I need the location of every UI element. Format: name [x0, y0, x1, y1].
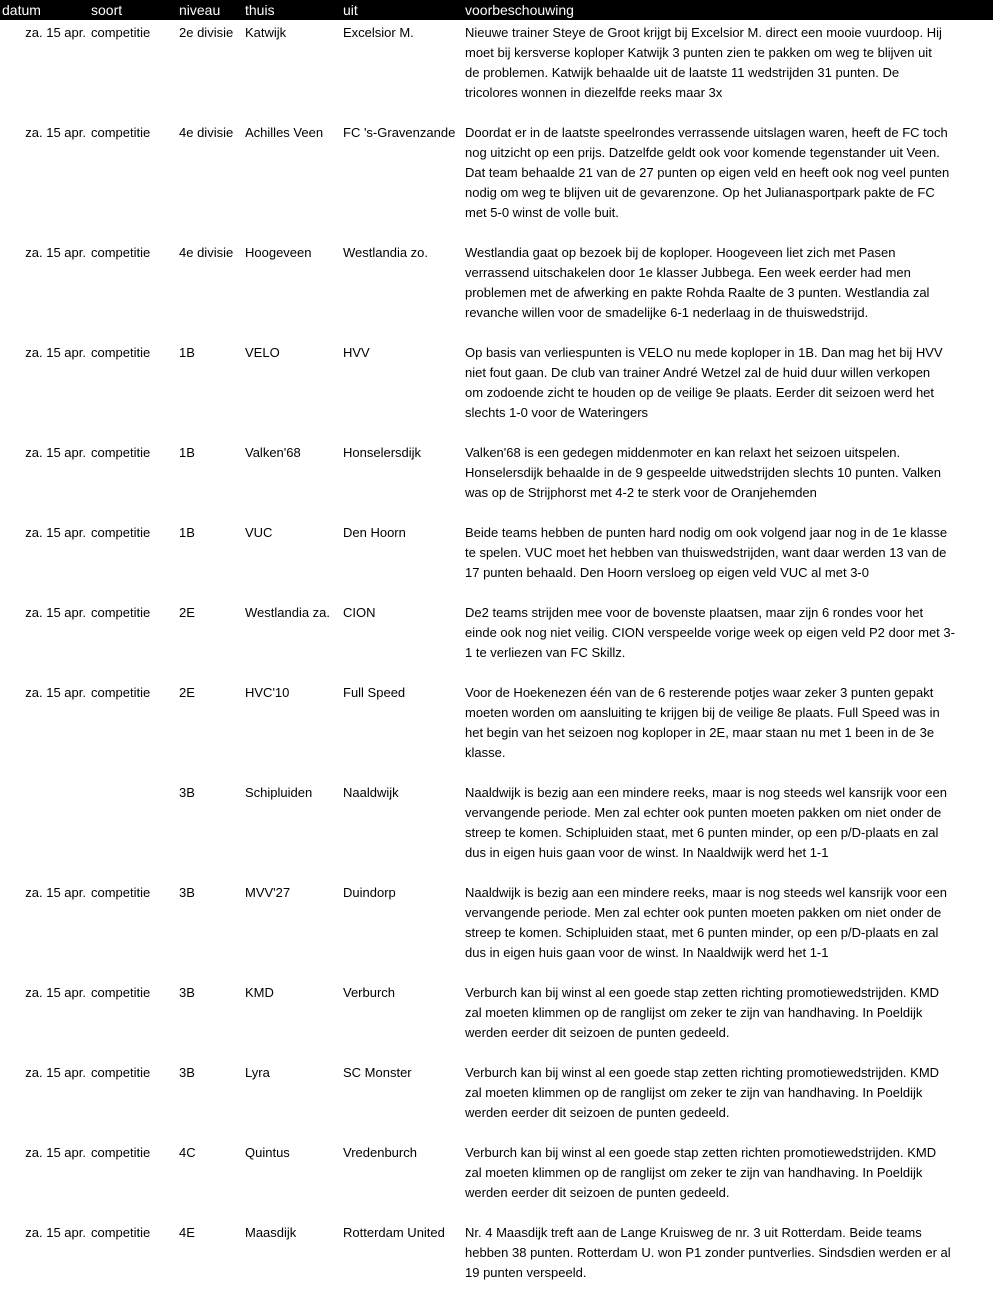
cell-niveau: 3B — [179, 1065, 195, 1080]
cell-uit: Full Speed — [343, 685, 406, 700]
cell-soort: competitie — [91, 245, 151, 260]
cell-soort: competitie — [91, 885, 151, 900]
cell-thuis: Hoogeveen — [245, 245, 312, 260]
cell-datum: za. 15 apr. — [25, 125, 86, 140]
cell-thuis: Valken'68 — [245, 445, 301, 460]
cell-niveau: 2E — [179, 605, 195, 620]
cell-thuis: KMD — [245, 985, 274, 1000]
cell-soort: competitie — [91, 605, 151, 620]
cell-voorbeschouwing: Doordat er in de laatste speelrondes verrassende uitslagen waren, heeft de FC toch nog uitzicht op een prijs. Datzelfde geldt ook voor komende tegenstander uit Veen. Dat team behaalde 21 van de 27 punten op eigen veld en heeft ook nog veel punten nodig om weg te blijven uit de gevarenzone. Op het Julianasportpark pakte de FC met 5-0 winst de volle buit. — [465, 125, 950, 220]
cell-thuis: MVV'27 — [245, 885, 291, 900]
cell-thuis: Westlandia za. — [245, 605, 331, 620]
cell-voorbeschouwing: Beide teams hebben de punten hard nodig om ook volgend jaar nog in de 1e klasse te spelen. VUC moet het hebben van thuiswedstrijden, want daar werden 13 van de 17 punten behaald. Den Hoorn versloeg op eigen veld VUC al met 3-0 — [465, 525, 948, 580]
cell-uit: Rotterdam United — [343, 1225, 445, 1240]
cell-uit: Duindorp — [343, 885, 396, 900]
cell-niveau: 2e divisie — [179, 25, 234, 40]
cell-soort: competitie — [91, 525, 151, 540]
table-row — [0, 980, 993, 1060]
cell-voorbeschouwing: Verburch kan bij winst al een goede stap zetten richten promotiewedstrijden. KMD zal moeten klimmen op de ranglijst om zeker te zijn van handhaving. In Poeldijk werden eerder dit seizoen de punten gedeeld. — [465, 1145, 937, 1200]
cell-niveau: 4C — [179, 1145, 196, 1160]
cell-uit: CION — [343, 605, 376, 620]
match-table-body — [0, 20, 993, 1300]
column-header-niveau: niveau — [179, 2, 221, 18]
table-row — [0, 880, 993, 980]
cell-soort: competitie — [91, 985, 151, 1000]
cell-datum: za. 15 apr. — [25, 985, 86, 1000]
table-row — [0, 1220, 993, 1300]
cell-thuis: Achilles Veen — [245, 125, 324, 140]
cell-niveau: 4e divisie — [179, 125, 234, 140]
cell-thuis: VUC — [245, 525, 273, 540]
table-row — [0, 20, 993, 120]
table-row — [0, 1060, 993, 1140]
table-row — [0, 440, 993, 520]
cell-soort: competitie — [91, 685, 151, 700]
cell-soort: competitie — [91, 1225, 151, 1240]
cell-datum: za. 15 apr. — [25, 685, 86, 700]
cell-thuis: Katwijk — [245, 25, 287, 40]
cell-soort: competitie — [91, 125, 151, 140]
cell-uit: Excelsior M. — [343, 25, 414, 40]
cell-voorbeschouwing: Nr. 4 Maasdijk treft aan de Lange Kruisweg de nr. 3 uit Rotterdam. Beide teams hebben 38 punten. Rotterdam U. won P1 zonder puntverlies. Sindsdien werden er al 19 punten verspeeld. — [465, 1225, 951, 1280]
cell-voorbeschouwing: Valken'68 is een gedegen middenmoter en kan relaxt het seizoen uitspelen. Honselersdijk behaalde in de 9 gespeelde uitwedstrijden slechts 10 punten. Valken was op de Strijphorst met 4-2 te sterk voor de Oranjehemden — [465, 445, 942, 500]
cell-uit: Vredenburch — [343, 1145, 417, 1160]
cell-datum: za. 15 apr. — [25, 1145, 86, 1160]
cell-soort: competitie — [91, 1065, 151, 1080]
cell-uit: HVV — [343, 345, 370, 360]
table-row — [0, 680, 993, 780]
cell-datum: za. 15 apr. — [25, 445, 86, 460]
cell-thuis: Quintus — [245, 1145, 290, 1160]
cell-niveau: 1B — [179, 445, 195, 460]
cell-thuis: Schipluiden — [245, 785, 313, 800]
cell-uit: Naaldwijk — [343, 785, 399, 800]
cell-soort: competitie — [91, 25, 151, 40]
cell-voorbeschouwing: Verburch kan bij winst al een goede stap zetten richting promotiewedstrijden. KMD zal moeten klimmen op de ranglijst om zeker te zijn van handhaving. In Poeldijk werden eerder dit seizoen de punten gedeeld. — [465, 1065, 940, 1120]
cell-uit: Westlandia zo. — [343, 245, 429, 260]
cell-uit: FC 's-Gravenzande — [343, 125, 456, 140]
cell-soort: competitie — [91, 1145, 151, 1160]
cell-thuis: VELO — [245, 345, 280, 360]
cell-datum: za. 15 apr. — [25, 605, 86, 620]
cell-datum: za. 15 apr. — [25, 345, 86, 360]
cell-datum: za. 15 apr. — [25, 25, 86, 40]
cell-uit: Verburch — [343, 985, 396, 1000]
table-row — [0, 340, 993, 440]
cell-niveau: 4E — [179, 1225, 195, 1240]
cell-voorbeschouwing: De2 teams strijden mee voor de bovenste plaatsen, maar zijn 6 rondes voor het einde ook nog niet veilig. CION verspeelde vorige week op eigen veld P2 door met 3- 1 te verliezen van FC Skillz. — [465, 605, 955, 660]
cell-niveau: 3B — [179, 985, 195, 1000]
cell-voorbeschouwing: Naaldwijk is bezig aan een mindere reeks, maar is nog steeds wel kansrijk voor een vervangende periode. Men zal echter ook punten moeten pakken om niet onder de streep te komen. Schipluiden staat, met 6 punten minder, op een p/D-plaats en zal dus in eigen huis gaan voor de winst. In Naaldwijk werd het 1-1 — [465, 885, 947, 960]
cell-thuis: Maasdijk — [245, 1225, 297, 1240]
column-header-soort: soort — [91, 2, 123, 18]
table-row — [0, 120, 993, 240]
cell-datum: za. 15 apr. — [25, 1225, 86, 1240]
column-header-thuis: thuis — [245, 2, 275, 18]
cell-thuis: Lyra — [245, 1065, 270, 1080]
cell-soort: competitie — [91, 445, 151, 460]
cell-soort: competitie — [91, 345, 151, 360]
cell-voorbeschouwing: Westlandia gaat op bezoek bij de koploper. Hoogeveen liet zich met Pasen verrassend uitschakelen door 1e klasser Jubbega. Een week eerder had men problemen met de afwerking en pakte Rohda Raalte de 3 punten. Westlandia zal revanche willen voor de smadelijke 6-1 nederlaag in de thuiswedstrijd. — [465, 245, 930, 320]
cell-voorbeschouwing: Voor de Hoekenezen één van de 6 resterende potjes waar zeker 3 punten gepakt moeten worden om aansluiting te krijgen bij de veilige 8e plaats. Full Speed was in het begin van het seizoen nog koploper in 2E, maar staan nu met 1 been in de 3e klasse. — [465, 685, 940, 760]
cell-voorbeschouwing: Op basis van verliespunten is VELO nu mede koploper in 1B. Dan mag het bij HVV niet fout gaan. De club van trainer André Wetzel zal de huid duur willen verkopen om zodoende zicht te houden op de veilige 9e plaats. Eerder dit seizoen werd het slechts 1-0 voor de Wateringers — [465, 345, 943, 420]
cell-niveau: 1B — [179, 345, 195, 360]
cell-datum: za. 15 apr. — [25, 245, 86, 260]
cell-voorbeschouwing: Nieuwe trainer Steye de Groot krijgt bij Excelsior M. direct een mooie vuurdoop. Hij moet bij kersverse koploper Katwijk 3 punten zien te pakken om weg te blijven uit de problemen. Katwijk behaalde uit de laatste 11 wedstrijden 31 punten. De tricolores wonnen in diezelfde reeks maar 3x — [465, 25, 942, 100]
cell-niveau: 1B — [179, 525, 195, 540]
cell-uit: Honselersdijk — [343, 445, 422, 460]
column-header-uit: uit — [343, 2, 358, 18]
cell-niveau: 2E — [179, 685, 195, 700]
column-header-datum: datum — [2, 2, 41, 18]
cell-uit: SC Monster — [343, 1065, 412, 1080]
cell-niveau: 3B — [179, 885, 195, 900]
cell-datum: za. 15 apr. — [25, 525, 86, 540]
cell-niveau: 4e divisie — [179, 245, 234, 260]
table-row — [0, 1140, 993, 1220]
cell-uit: Den Hoorn — [343, 525, 406, 540]
column-header-voorbeschouwing: voorbeschouwing — [465, 2, 574, 18]
table-row — [0, 520, 993, 600]
table-header — [0, 0, 993, 20]
cell-niveau: 3B — [179, 785, 195, 800]
table-row — [0, 600, 993, 680]
cell-datum: za. 15 apr. — [25, 885, 86, 900]
cell-datum: za. 15 apr. — [25, 1065, 86, 1080]
cell-voorbeschouwing: Naaldwijk is bezig aan een mindere reeks, maar is nog steeds wel kansrijk voor een vervangende periode. Men zal echter ook punten moeten pakken om niet onder de streep te komen. Schipluiden staat, met 6 punten minder, op een p/D-plaats en zal dus in eigen huis gaan voor de winst. In Naaldwijk werd het 1-1 — [465, 785, 947, 860]
cell-thuis: HVC'10 — [245, 685, 290, 700]
table-row — [0, 240, 993, 340]
cell-voorbeschouwing: Verburch kan bij winst al een goede stap zetten richting promotiewedstrijden. KMD zal moeten klimmen op de ranglijst om zeker te zijn van handhaving. In Poeldijk werden eerder dit seizoen de punten gedeeld. — [465, 985, 940, 1040]
table-row — [0, 780, 993, 880]
